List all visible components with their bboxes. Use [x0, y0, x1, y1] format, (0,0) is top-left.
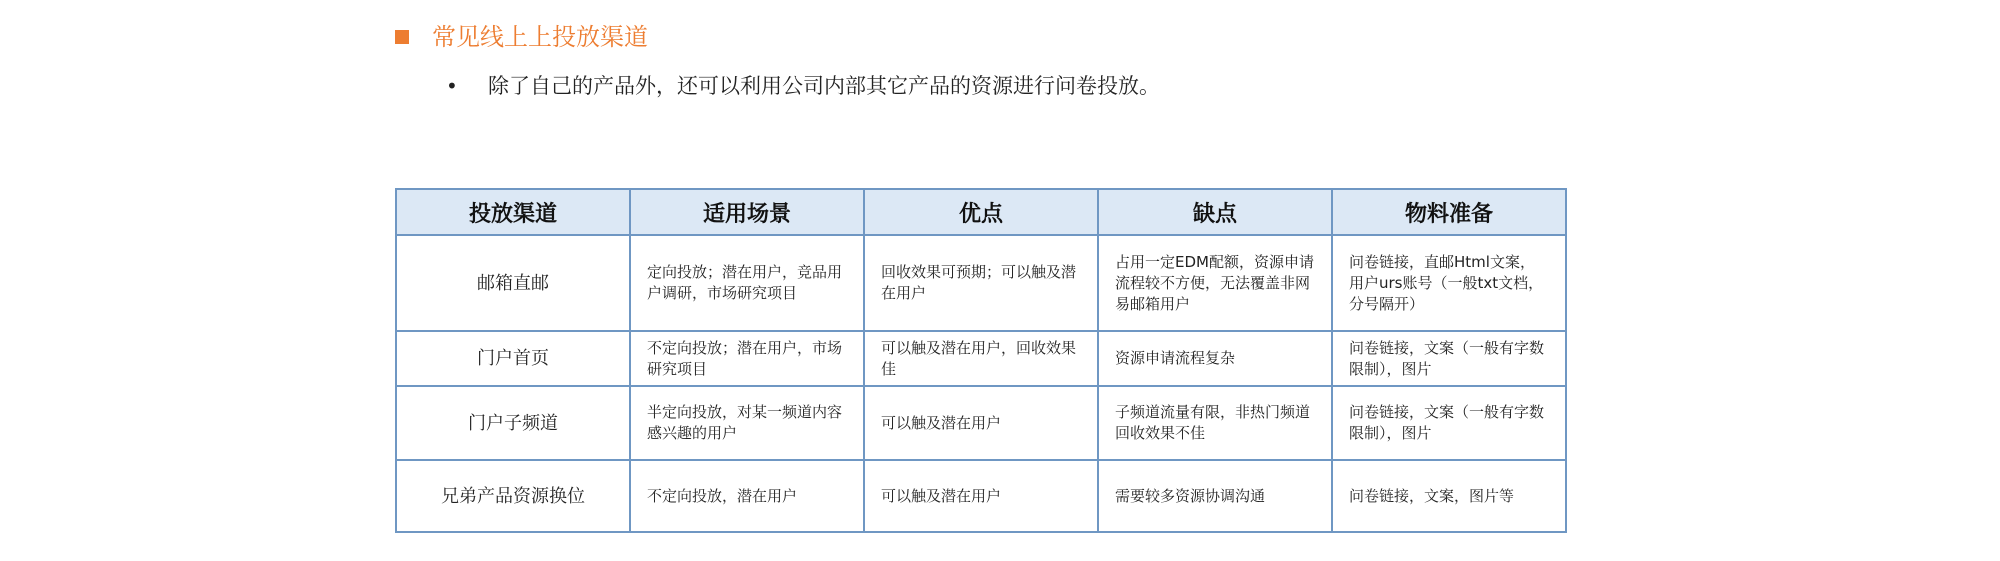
cell-pros: 可以触及潜在用户 — [864, 460, 1098, 532]
bullet-item — [446, 70, 1160, 102]
table-row — [396, 386, 1566, 460]
cell-materials: 问卷链接，文案，图片等 — [1332, 460, 1566, 532]
cell-scenario: 不定向投放；潜在用户，市场研究项目 — [630, 331, 864, 386]
cell-channel: 邮箱直邮 — [396, 235, 630, 331]
table-row — [396, 460, 1566, 532]
cell-cons: 占用一定EDM配额，资源申请流程较不方便，无法覆盖非网易邮箱用户 — [1098, 235, 1332, 331]
header-channel: 投放渠道 — [396, 189, 630, 235]
header-pros: 优点 — [864, 189, 1098, 235]
cell-scenario: 不定向投放，潜在用户 — [630, 460, 864, 532]
section-title: 常见线上上投放渠道 — [432, 23, 648, 51]
cell-cons: 子频道流量有限，非热门频道回收效果不佳 — [1098, 386, 1332, 460]
cell-scenario: 定向投放；潜在用户，竞品用户调研，市场研究项目 — [630, 235, 864, 331]
table-row — [396, 331, 1566, 386]
bullet-text: 除了自己的产品外，还可以利用公司内部其它产品的资源进行问卷投放。 — [488, 74, 1160, 98]
cell-channel: 门户子频道 — [396, 386, 630, 460]
cell-pros: 回收效果可预期；可以触及潜在用户 — [864, 235, 1098, 331]
channel-table — [395, 188, 1567, 533]
header-scenario: 适用场景 — [630, 189, 864, 235]
cell-cons: 资源申请流程复杂 — [1098, 331, 1332, 386]
cell-cons: 需要较多资源协调沟通 — [1098, 460, 1332, 532]
section-heading — [395, 20, 648, 54]
orange-square-icon — [395, 30, 409, 44]
table-header-row — [396, 189, 1566, 235]
cell-pros: 可以触及潜在用户，回收效果佳 — [864, 331, 1098, 386]
cell-materials: 问卷链接，文案（一般有字数限制），图片 — [1332, 386, 1566, 460]
bullet-dot-icon: • — [446, 74, 458, 98]
cell-pros: 可以触及潜在用户 — [864, 386, 1098, 460]
header-cons: 缺点 — [1098, 189, 1332, 235]
cell-scenario: 半定向投放，对某一频道内容感兴趣的用户 — [630, 386, 864, 460]
cell-channel: 兄弟产品资源换位 — [396, 460, 630, 532]
cell-materials: 问卷链接，直邮Html文案，用户urs账号（一般txt文档，分号隔开） — [1332, 235, 1566, 331]
header-materials: 物料准备 — [1332, 189, 1566, 235]
cell-channel: 门户首页 — [396, 331, 630, 386]
cell-materials: 问卷链接，文案（一般有字数限制），图片 — [1332, 331, 1566, 386]
table-row — [396, 235, 1566, 331]
